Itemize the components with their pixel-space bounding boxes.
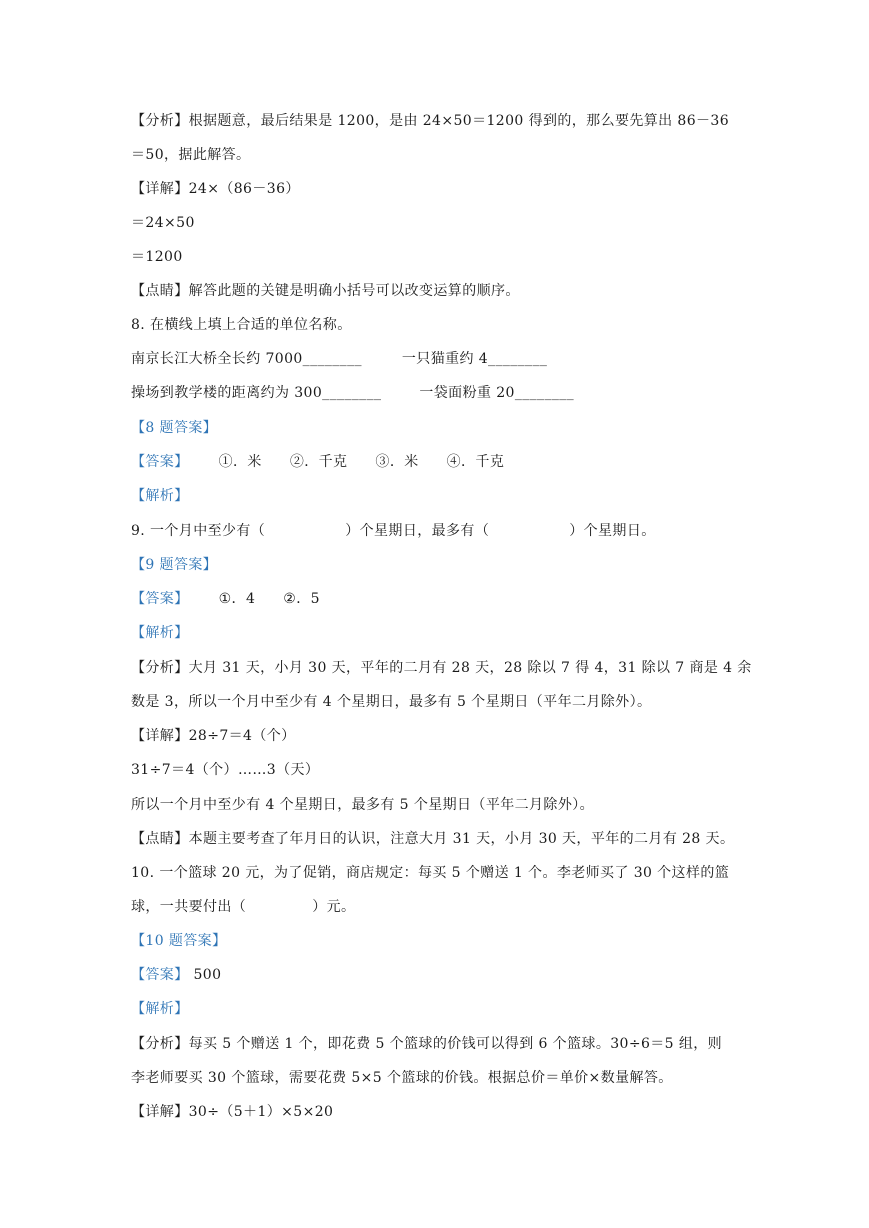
question-9-part-2: ）个星期日，最多有（ (345, 523, 490, 539)
answer-9-2: ②．5 (283, 591, 320, 607)
analysis-line-2: ＝50，据此解答。 (131, 147, 251, 163)
answer-8-3: ③．米 (375, 454, 419, 470)
answer-heading-8: 【8 题答案】 (131, 420, 218, 436)
explanation-heading-10: 【解析】 (131, 1001, 189, 1017)
detail-9-line-3: 所以一个月中至少有 4 个星期日，最多有 5 个星期日（平年二月除外）。 (131, 797, 595, 813)
question-10-line-2 (131, 897, 355, 917)
answer-label: 【答案】 (131, 454, 189, 470)
analysis-10-line-1: 【分析】每买 5 个赠送 1 个，即花费 5 个篮球的价钱可以得到 6 个篮球。30÷6＝5 组，则 (131, 1036, 723, 1052)
question-10-part-2: ）元。 (312, 899, 356, 915)
question-9 (131, 521, 656, 541)
question-8-item-4: 一袋面粉重 20________ (419, 385, 575, 401)
question-9-part-1: 9. 一个月中至少有（ (131, 523, 266, 539)
comment-line: 【点睛】解答此题的关键是明确小括号可以改变运算的顺序。 (131, 283, 520, 299)
answer-heading-9: 【9 题答案】 (131, 557, 218, 573)
question-8-row-2 (131, 383, 574, 403)
question-9-part-3: ）个星期日。 (569, 523, 656, 539)
answer-row-10 (131, 965, 221, 985)
detail-9-line-2: 31÷7＝4（个）……3（天） (131, 762, 320, 778)
explanation-heading-9: 【解析】 (131, 625, 189, 641)
detail-line-3: ＝1200 (131, 249, 183, 265)
answer-8-1: ①．米 (218, 454, 262, 470)
question-8-row-1 (131, 349, 547, 369)
answer-row-8 (131, 452, 504, 472)
question-8-item-2: 一只猫重约 4________ (401, 351, 548, 367)
question-8-item-3: 操场到教学楼的距离约为 300________ (131, 385, 382, 401)
answer-row-9 (131, 589, 320, 609)
answer-10-value: 500 (193, 967, 222, 983)
answer-8-4: ④．千克 (446, 454, 505, 470)
detail-line-2: ＝24×50 (131, 215, 195, 231)
analysis-10-line-2: 李老师要买 30 个篮球，需要花费 5×5 个篮球的价钱。根据总价＝单价×数量解答。 (131, 1070, 673, 1086)
answer-9-1: ①．4 (218, 591, 256, 607)
answer-label: 【答案】 (131, 591, 189, 607)
analysis-9-line-1: 【分析】大月 31 天，小月 30 天，平年的二月有 28 天，28 除以 7 得 4，31 除以 7 商是 4 余 (131, 660, 752, 676)
answer-8-2: ②．千克 (289, 454, 348, 470)
answer-heading-10: 【10 题答案】 (131, 933, 227, 949)
explanation-heading-8: 【解析】 (131, 488, 189, 504)
question-8-item-1: 南京长江大桥全长约 7000________ (131, 351, 362, 367)
question-10-line-1: 10. 一个篮球 20 元，为了促销，商店规定：每买 5 个赠送 1 个。李老师买了 30 个这样的篮 (131, 865, 730, 881)
detail-line-1: 【详解】24×（86－36） (131, 181, 300, 197)
analysis-9-line-2: 数是 3，所以一个月中至少有 4 个星期日，最多有 5 个星期日（平年二月除外）。 (131, 694, 652, 710)
analysis-line-1: 【分析】根据题意，最后结果是 1200，是由 24×50＝1200 得到的，那么要先算出 86－36 (131, 113, 730, 129)
detail-9-line-1: 【详解】28÷7＝4（个） (131, 728, 296, 744)
question-10-part-1: 球，一共要付出（ (131, 899, 247, 915)
answer-label: 【答案】 (131, 967, 189, 983)
question-8: 8. 在横线上填上合适的单位名称。 (131, 317, 352, 333)
detail-10-line-1: 【详解】30÷（5＋1）×5×20 (131, 1104, 334, 1120)
comment-9-line: 【点睛】本题主要考查了年月日的认识，注意大月 31 天，小月 30 天，平年的二月有 28 天。 (131, 831, 735, 847)
